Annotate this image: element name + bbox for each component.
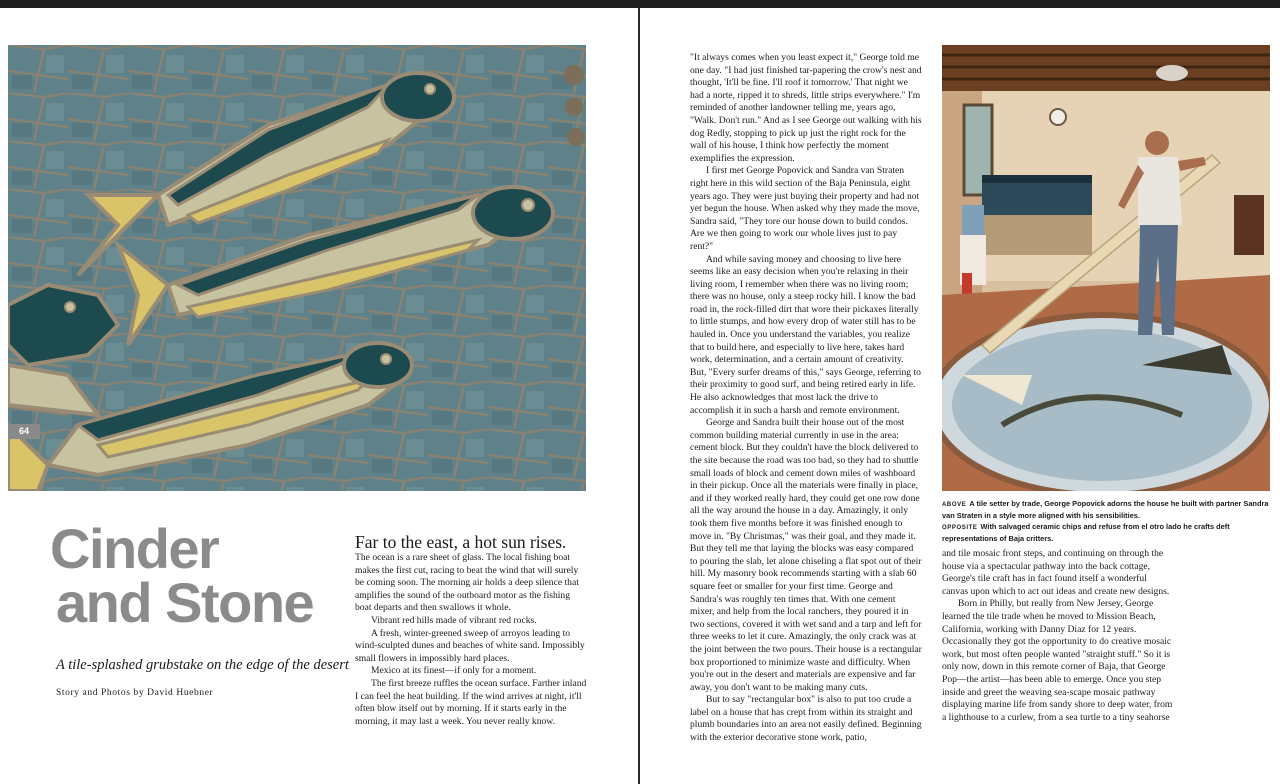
article-subtitle: A tile-splashed grubstake on the edge of the desert: [56, 657, 349, 673]
caption-label-opposite: OPPOSITE: [942, 525, 978, 532]
title-line-2: and Stone: [56, 571, 314, 634]
left-text-column: [355, 533, 587, 728]
paragraph: Vibrant red hills made of vibrant red rocks.: [371, 614, 537, 626]
title-line-1: Cinder: [50, 517, 219, 580]
paragraph: A fresh, winter-greened sweep of arroyos leading to wind-sculpted dunes and beaches of white sand. Impossibly small flowers in impossibly hard places.: [355, 627, 585, 664]
paragraph: Born in Philly, but really from New Jersey, George learned the tile trade when he moved to Mission Beach, California, working with Danny Diaz for 12 years. Occasionally they got the opportunity to do creative mosaic work, but most often people wanted "straight stuff." So it is only now, down in this remote corner of Baja, that George Pop—the artist—has been able to emerge. Once you step inside and greet the weaving sea-scape mosaic pathway displaying marine life from sandy shore to deep water, from a lighthouse to a curlew, from a sea turtle to a tiny seahorse: [942, 598, 1173, 723]
paragraph: and tile mosaic front steps, and continuing on through the house via a spectacular pathway into the back cottage, George's tile craft has in fact found itself a wonderful canvas upon which to act out ideas and create new designs.: [942, 548, 1170, 597]
interior-room-illustration: [942, 45, 1270, 491]
article-title: [50, 517, 314, 634]
paragraph: George and Sandra built their house out of the most common building material currently in use in the area: cement block. But they couldn't have the block delivered to the site because the road was too bad, so they had to shuttle small loads of block and cement down miles of washboard in their pickup. Once all the materials were finally in place, and if they worked really hard, they could get one row done all the way around the house in a day. Amazingly, it only took them five months before it was finished enough to move in. "By Christmas," was their goal, and they made it. But they tell me that laying the blocks was easy compared to pouring the slab, let alone chiseling a flat spot out of their hill. My masonry book recommends starting with a slab 60 square feet or smaller for your first time. George and Sandra's was roughly ten times that. With one cement mixer, and help from the local ranchers, they poured it in two sections, covered it with wet sand and a tarp and left for three weeks to let it cure. Amazingly, the only crack was at the joint between the two pours. Their house is a rectangular box proportioned to minimize waste and difficulty. When you're out in the desert and materials are expensive and far away, you don't want to be making many cuts.: [690, 417, 922, 693]
caption-opposite-text: With salvaged ceramic chips and refuse from el otro lado he crafts deft representations of Baja critters.: [942, 522, 1230, 543]
right-text-column-2: [942, 548, 1174, 724]
caption-above: [942, 499, 1270, 520]
fish-mosaic-illustration: [8, 45, 586, 491]
paragraph: The first breeze ruffles the ocean surface. Farther inland I can feel the heat building. If the wind arrives at night, it'll often blow itself out by morning. If it starts early in the morning, it may last a week. You never really know.: [355, 677, 587, 727]
paragraph: "It always comes when you least expect it," George told me one day. "I had just finished tar-papering the crow's nest and thought, 'It'll be fine. I'll roof it tomorrow.' That night we had a norte, ripped it to shreds, little strips everywhere." I'm reminded of another landowner telling me, years ago, "Walk. Don't run." And as I see George out walking with his dog Redly, stopping to pick up just the right rock for the wall of his house, I think how perfectly the moment exemplifies the expression.: [690, 52, 922, 164]
paragraph: And while saving money and choosing to live here seems like an easy decision when you're relaxing in their living room, I remember when there was no living room; there was no house, only a steep rocky hill. I know the bad road in, the rock-filled dirt that wore their pickaxes literally to little stumps, and how every drop of water still has to be hauled in. Once you understand the variables, you realize that to build here, and especially to live here, takes hard work, determination, and a certain amount of creativity. But, "Every surfer dreams of this," says George, referring to their proximity to good surf, and being retired early in life. He also acknowledges that most lack the drive to accomplish it in such a harsh and remote environment.: [690, 253, 921, 416]
caption-opposite: [942, 522, 1270, 543]
byline: Story and Photos by David Huebner: [56, 688, 214, 698]
top-border: [0, 0, 1280, 8]
paragraph: I first met George Popovick and Sandra van Straten right here in this wild section of the Baja Peninsula, eight years ago. They were just buying their property and had not yet begun the house. When asked why they made the move, Sandra said, "They tore our house down to build condos. Are we then going to work our whole lives just to pay rent?": [690, 165, 920, 252]
caption-above-text: A tile setter by trade, George Popovick adorns the house he built with partner Sandra van Straten in a style more aligned with his sensibilities.: [942, 499, 1269, 520]
paragraph: The ocean is a rare sheet of glass. The local fishing boat makes the first cut, racing to beat the wind that will surely be coming soon. The morning air holds a deep silence that amplifies the sound of the outboard motor as the fishing boat departs and then swallows it whole.: [355, 552, 579, 614]
photo-caption: [942, 499, 1270, 545]
page-number: 64: [8, 424, 40, 439]
fish-mosaic-photo: [8, 45, 586, 491]
right-text-column-1: [690, 52, 922, 745]
tile-setter-photo: [942, 45, 1270, 491]
paragraph: But to say "rectangular box" is also to put too crude a label on a house that has crept from within its straight and plumb boundaries into an area not easily defined. Beginning with the exterior decorative stone work, patio,: [690, 694, 922, 744]
caption-label-above: ABOVE: [942, 502, 967, 508]
lead-sentence: Far to the east, a hot sun rises.: [355, 532, 567, 552]
paragraph: Mexico at its finest—if only for a moment.: [371, 665, 537, 677]
